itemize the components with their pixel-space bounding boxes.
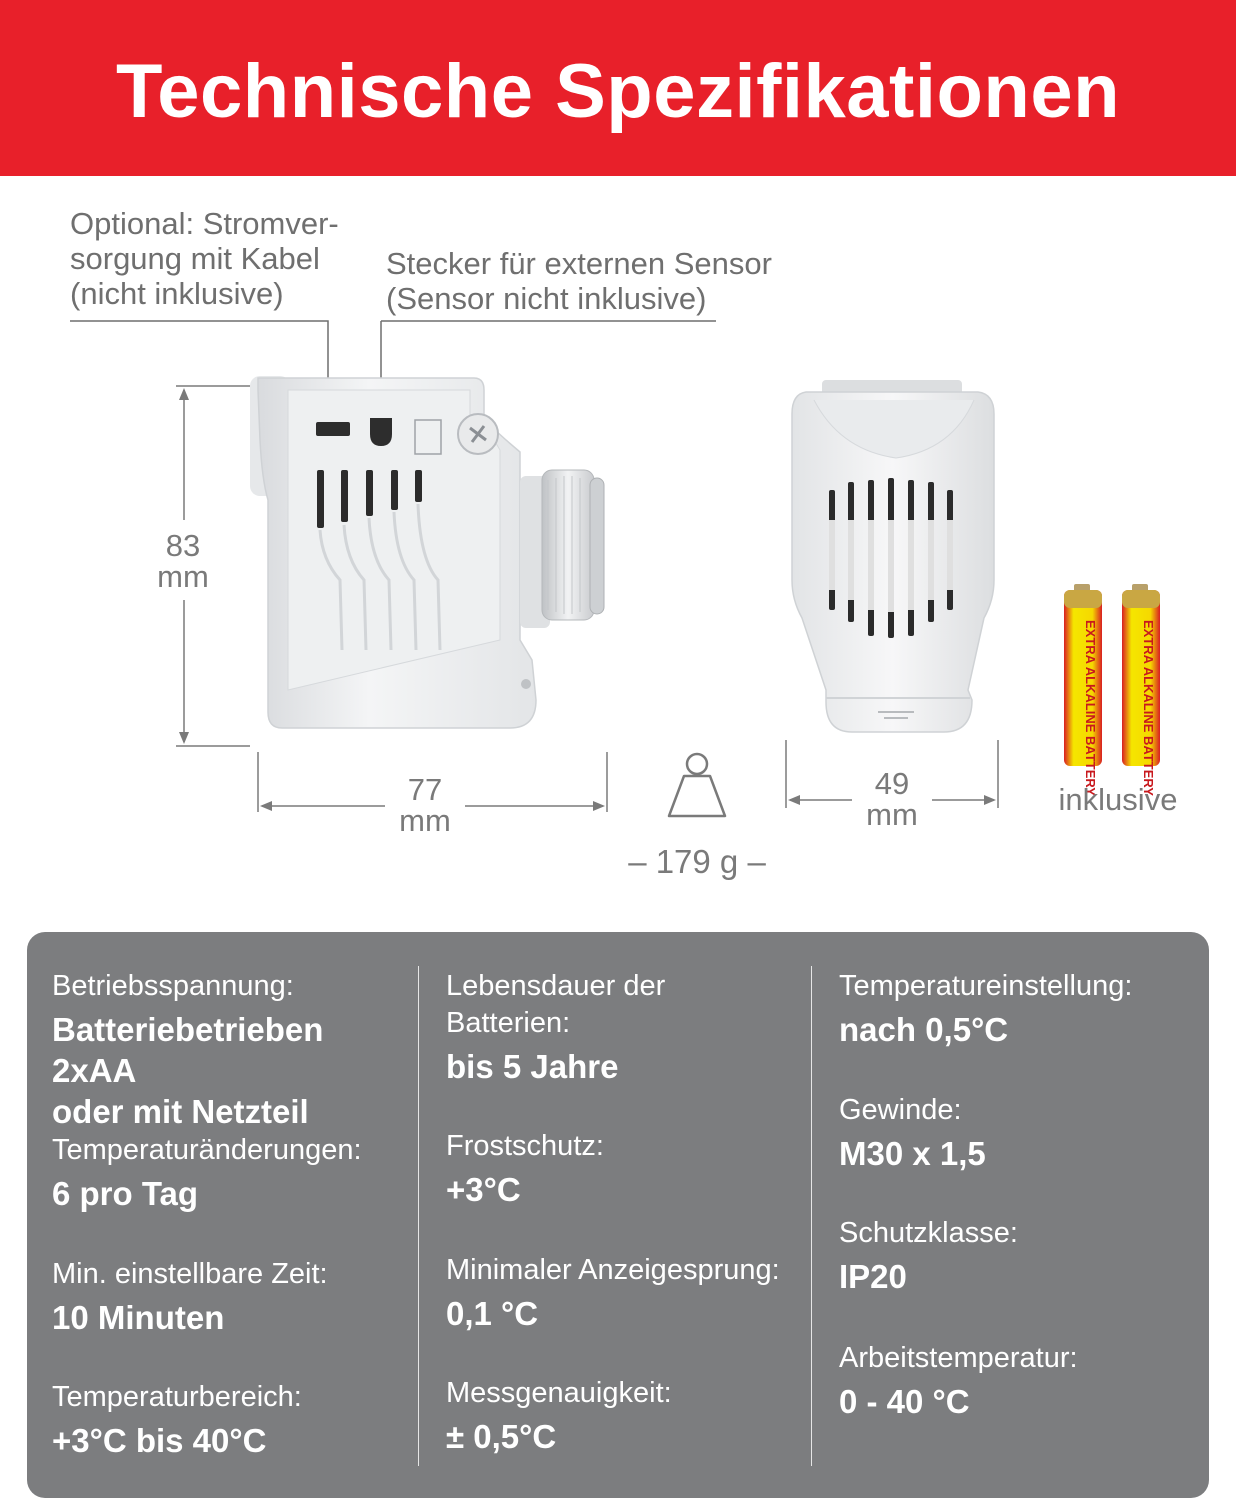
spec-value: IP20 bbox=[839, 1258, 907, 1295]
spec-temperature-changes bbox=[52, 1132, 362, 1214]
spec-label: Min. einstellbare Zeit: bbox=[52, 1258, 328, 1290]
spec-battery-life bbox=[446, 968, 665, 1087]
header-banner bbox=[0, 0, 1236, 176]
spec-label: Schutzklasse: bbox=[839, 1217, 1018, 1249]
callout-sensor-line-2: (Sensor nicht inklusive) bbox=[386, 281, 707, 316]
spec-label: Temperaturbereich: bbox=[52, 1381, 302, 1413]
battery-label-2: EXTRA ALKALINE BATTERY bbox=[1141, 620, 1156, 796]
callout-power-line-2: sorgung mit Kabel bbox=[70, 241, 320, 276]
depth-dimension-label bbox=[852, 768, 932, 830]
spec-working-temperature bbox=[839, 1340, 1078, 1422]
spec-thread bbox=[839, 1092, 986, 1174]
spec-operating-voltage bbox=[52, 968, 412, 1132]
height-unit: mm bbox=[157, 559, 209, 594]
spec-label: Lebensdauer der bbox=[446, 970, 666, 1002]
spec-value: +3°C bis 40°C bbox=[52, 1422, 267, 1459]
spec-label: Temperaturänderungen: bbox=[52, 1134, 362, 1166]
width-value: 77 bbox=[407, 772, 443, 807]
spec-label: Betriebsspannung: bbox=[52, 970, 294, 1002]
spec-value: 10 Minuten bbox=[52, 1299, 225, 1336]
front-view-thermostat bbox=[792, 380, 994, 732]
callout-sensor-line-1: Stecker für externen Sensor bbox=[386, 246, 772, 281]
spec-value: Batteriebetrieben 2xAA bbox=[52, 1011, 324, 1089]
spec-temperature-setting bbox=[839, 968, 1132, 1050]
width-unit: mm bbox=[399, 803, 451, 838]
spec-column-1 bbox=[52, 932, 412, 1498]
depth-unit: mm bbox=[866, 797, 918, 832]
spec-measurement-accuracy bbox=[446, 1375, 672, 1457]
spec-label: Temperatureinstellung: bbox=[839, 970, 1133, 1002]
height-value: 83 bbox=[165, 528, 201, 563]
spec-value: bis 5 Jahre bbox=[446, 1048, 619, 1085]
spec-label: Messgenauigkeit: bbox=[446, 1377, 672, 1409]
spec-label: Arbeitstemperatur: bbox=[839, 1342, 1078, 1374]
spec-column-2 bbox=[446, 932, 816, 1498]
spec-label: Minimaler Anzeigesprung: bbox=[446, 1254, 780, 1286]
callout-power-line-1: Optional: Stromver- bbox=[70, 206, 339, 241]
spec-label: Gewinde: bbox=[839, 1094, 962, 1126]
spec-temperature-range bbox=[52, 1379, 302, 1461]
side-view-thermostat bbox=[250, 376, 604, 728]
spec-label: Batterien: bbox=[446, 1007, 571, 1039]
batteries-included-label: inklusive bbox=[1058, 782, 1178, 817]
spec-value: M30 x 1,5 bbox=[839, 1135, 986, 1172]
depth-value: 49 bbox=[874, 766, 910, 801]
spec-display-step bbox=[446, 1252, 780, 1334]
spec-value: nach 0,5°C bbox=[839, 1011, 1009, 1048]
weight-icon bbox=[669, 754, 725, 816]
specifications-panel bbox=[27, 932, 1209, 1498]
column-divider bbox=[418, 966, 419, 1466]
page-title: Technische Spezifikationen bbox=[115, 49, 1121, 134]
spec-value: ± 0,5°C bbox=[446, 1418, 557, 1455]
callout-power-line-3: (nicht inklusive) bbox=[70, 276, 284, 311]
spec-frost-protection bbox=[446, 1128, 604, 1210]
spec-value: 0,1 °C bbox=[446, 1295, 539, 1332]
spec-min-time bbox=[52, 1256, 328, 1338]
height-dimension-label bbox=[143, 530, 223, 592]
spec-label: Frostschutz: bbox=[446, 1130, 604, 1162]
spec-value: 0 - 40 °C bbox=[839, 1383, 970, 1420]
spec-protection-class bbox=[839, 1215, 1018, 1297]
spec-column-3 bbox=[839, 932, 1199, 1498]
battery-icon bbox=[1064, 584, 1160, 796]
weight-label: – 179 g – bbox=[628, 843, 766, 880]
spec-value: 6 pro Tag bbox=[52, 1175, 199, 1212]
battery-label-1: EXTRA ALKALINE BATTERY bbox=[1083, 620, 1098, 796]
column-divider bbox=[811, 966, 812, 1466]
spec-value: oder mit Netzteil bbox=[52, 1093, 309, 1130]
width-dimension-label bbox=[385, 774, 465, 836]
spec-value: +3°C bbox=[446, 1171, 521, 1208]
